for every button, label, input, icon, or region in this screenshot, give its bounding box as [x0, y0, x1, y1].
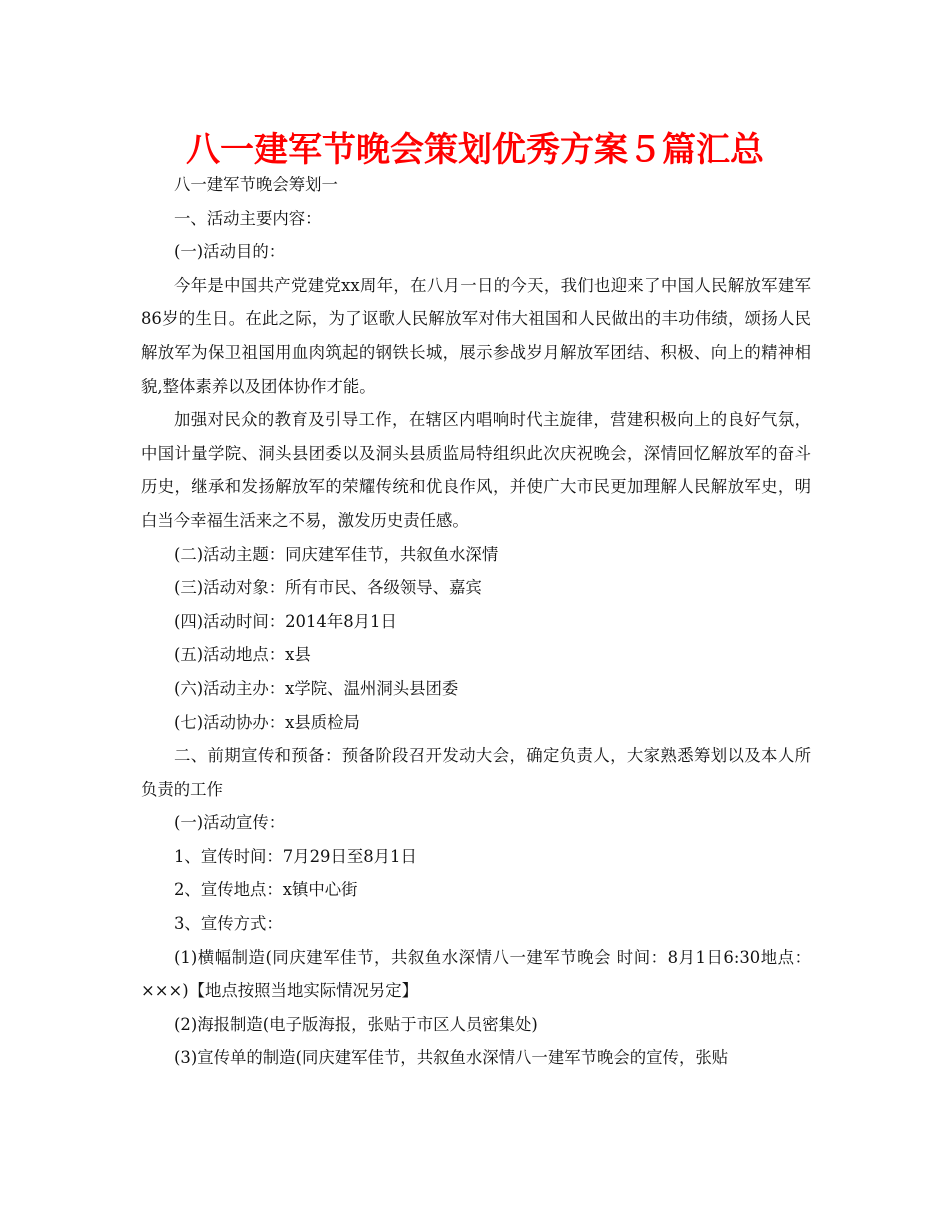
- list-item: (三)活动对象：所有市民、各级领导、嘉宾: [174, 578, 482, 598]
- list-item: 2、宣传地点：x镇中心街: [174, 880, 358, 900]
- list-item: (七)活动协办：x县质检局: [174, 712, 360, 732]
- list-item: (五)活动地点：x县: [174, 645, 311, 665]
- list-item: (2)海报制造(电子版海报，张贴于市区人员密集处): [174, 1014, 538, 1034]
- paragraph-heading: 八一建军节晚会筹划一: [174, 175, 338, 194]
- subsection-heading: (一)活动目的：: [174, 242, 286, 262]
- list-item: (二)活动主题：同庆建军佳节，共叙鱼水深情: [174, 544, 499, 564]
- document-body: [141, 168, 811, 1075]
- list-item: (1)横幅制造(同庆建军佳节，共叙鱼水深情八一建军节晚会 时间：8月1日6:30地点：×××)【地点按照当地实际情况另定】: [141, 947, 811, 1001]
- document-title: 八一建军节晚会策划优秀方案５篇汇总: [186, 130, 764, 170]
- list-item: (六)活动主办：x学院、温州洞头县团委: [174, 678, 459, 698]
- subsection-heading: (一)活动宣传：: [174, 813, 286, 833]
- paragraph: 今年是中国共产党建党xx周年，在八月一日的今天，我们也迎来了中国人民解放军建军86岁的生日。在此之际，为了讴歌人民解放军对伟大祖国和人民做出的丰功伟绩，颂扬人民解放军为保卫祖国用血肉筑起的钢铁长城，展示参战岁月解放军团结、积极、向上的精神相貌,整体素养以及团体协作才能。: [141, 275, 811, 396]
- paragraph: 加强对民众的教育及引导工作，在辖区内唱响时代主旋律，营建积极向上的良好气氛，中国计量学院、洞头县团委以及洞头县质监局特组织此次庆祝晚会，深情回忆解放军的奋斗历史，继承和发扬解放军的荣耀传统和优良作风，并使广大市民更加理解人民解放军史，明白当今幸福生活来之不易，激发历史责任感。: [141, 410, 811, 530]
- list-item: (3)宣传单的制造(同庆建军佳节，共叙鱼水深情八一建军节晚会的宣传，张贴: [174, 1048, 729, 1068]
- section-heading: 二、前期宣传和预备：预备阶段召开发动大会，确定负责人，大家熟悉筹划以及本人所负责的工作: [141, 746, 811, 799]
- list-item: 3、宣传方式：: [174, 914, 283, 934]
- section-heading: 一、活动主要内容：: [174, 208, 322, 228]
- list-item: (四)活动时间：2014年8月1日: [174, 611, 397, 631]
- list-item: 1、宣传时间：7月29日至8月1日: [174, 846, 417, 866]
